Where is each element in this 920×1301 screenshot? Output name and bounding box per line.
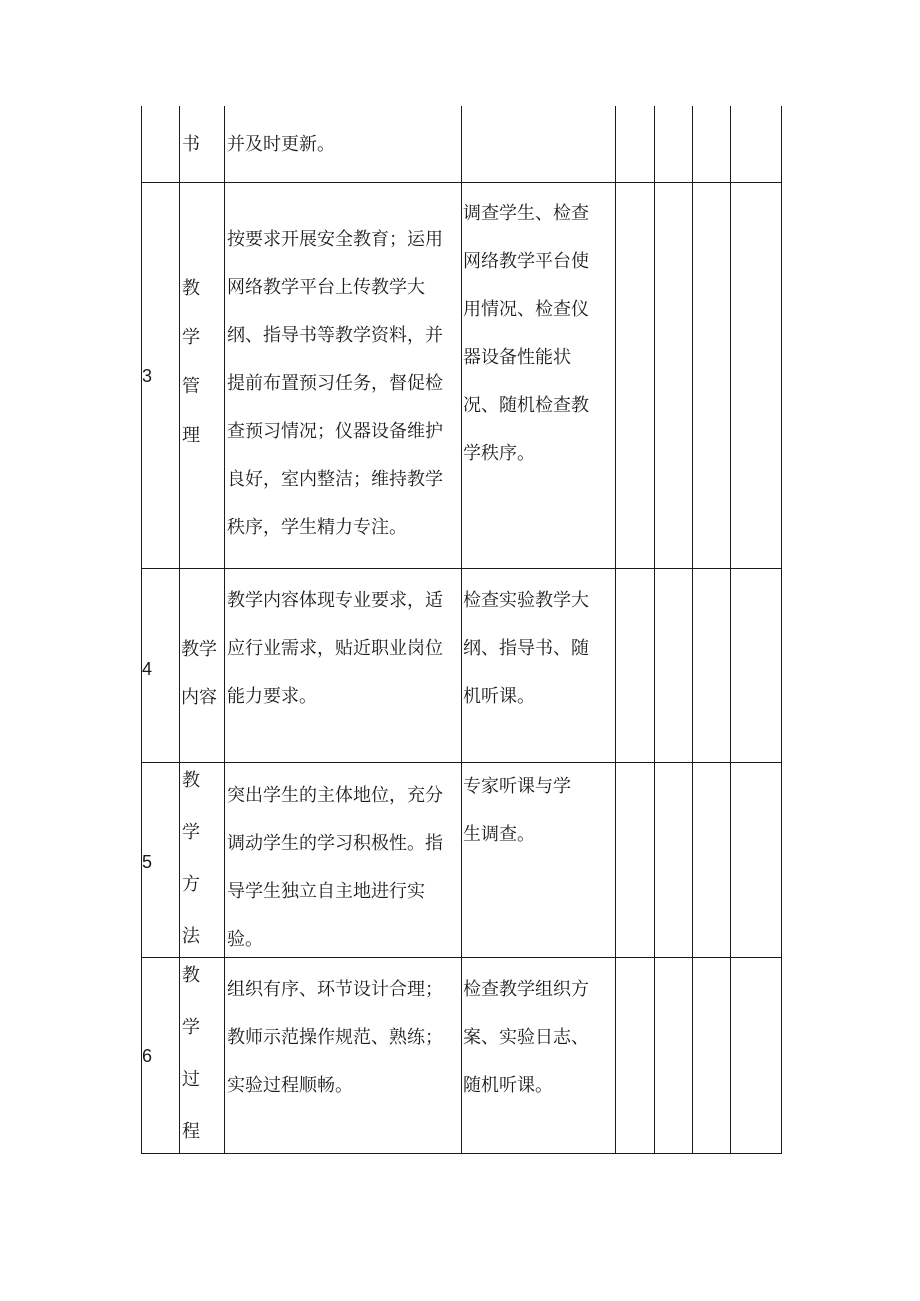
row-divider (141, 762, 782, 763)
column-divider (179, 106, 180, 1154)
column-divider (730, 106, 731, 1154)
item-name-cell: 书 (182, 134, 200, 155)
table-border-left (141, 106, 142, 1154)
column-divider (461, 106, 462, 1154)
standard-cell: 教学内容体现专业要求，适 应行业需求，贴近职业岗位 能力要求。 (227, 590, 443, 707)
item-name-cell: 教 学 方 法 (182, 770, 200, 947)
row-number: 5 (142, 852, 153, 872)
item-name-cell: 教学 内容 (181, 639, 217, 708)
row-divider (141, 182, 782, 183)
row-divider (141, 568, 782, 569)
inspection-method-cell: 调查学生、检查 网络教学平台使 用情况、检查仪 器设备性能状 况、随机检查教 学秩序。 (463, 203, 589, 464)
row-number: 3 (142, 366, 153, 386)
column-divider (692, 106, 693, 1154)
standard-cell: 组织有序、环节设计合理； 教师示范操作规范、熟练； 实验过程顺畅。 (227, 979, 443, 1096)
item-name-cell: 教 学 过 程 (182, 965, 200, 1142)
row-number: 4 (142, 659, 153, 679)
row-number: 6 (142, 1046, 153, 1066)
column-divider (654, 106, 655, 1154)
table-border-bottom (141, 1153, 782, 1154)
column-divider (224, 106, 225, 1154)
table-border-right (781, 106, 782, 1154)
item-name-cell: 教 学 管 理 (182, 278, 200, 446)
inspection-method-cell: 检查教学组织方 案、实验日志、 随机听课。 (463, 979, 589, 1096)
inspection-method-cell: 检查实验教学大 纲、指导书、随 机听课。 (463, 590, 589, 707)
inspection-method-cell: 专家听课与学 生调查。 (463, 776, 571, 845)
standard-cell: 突出学生的主体地位，充分 调动学生的学习积极性。指 导学生独立自主地进行实 验。 (227, 785, 443, 950)
standard-cell: 并及时更新。 (227, 134, 335, 155)
standard-cell: 按要求开展安全教育；运用 网络教学平台上传教学大 纲、指导书等教学资料，并 提前布置预习任务，督促检 查预习情况；仪器设备维护 良好，室内整洁；维持教学 秩序，学生精力专注。 (227, 229, 443, 538)
column-divider (615, 106, 616, 1154)
